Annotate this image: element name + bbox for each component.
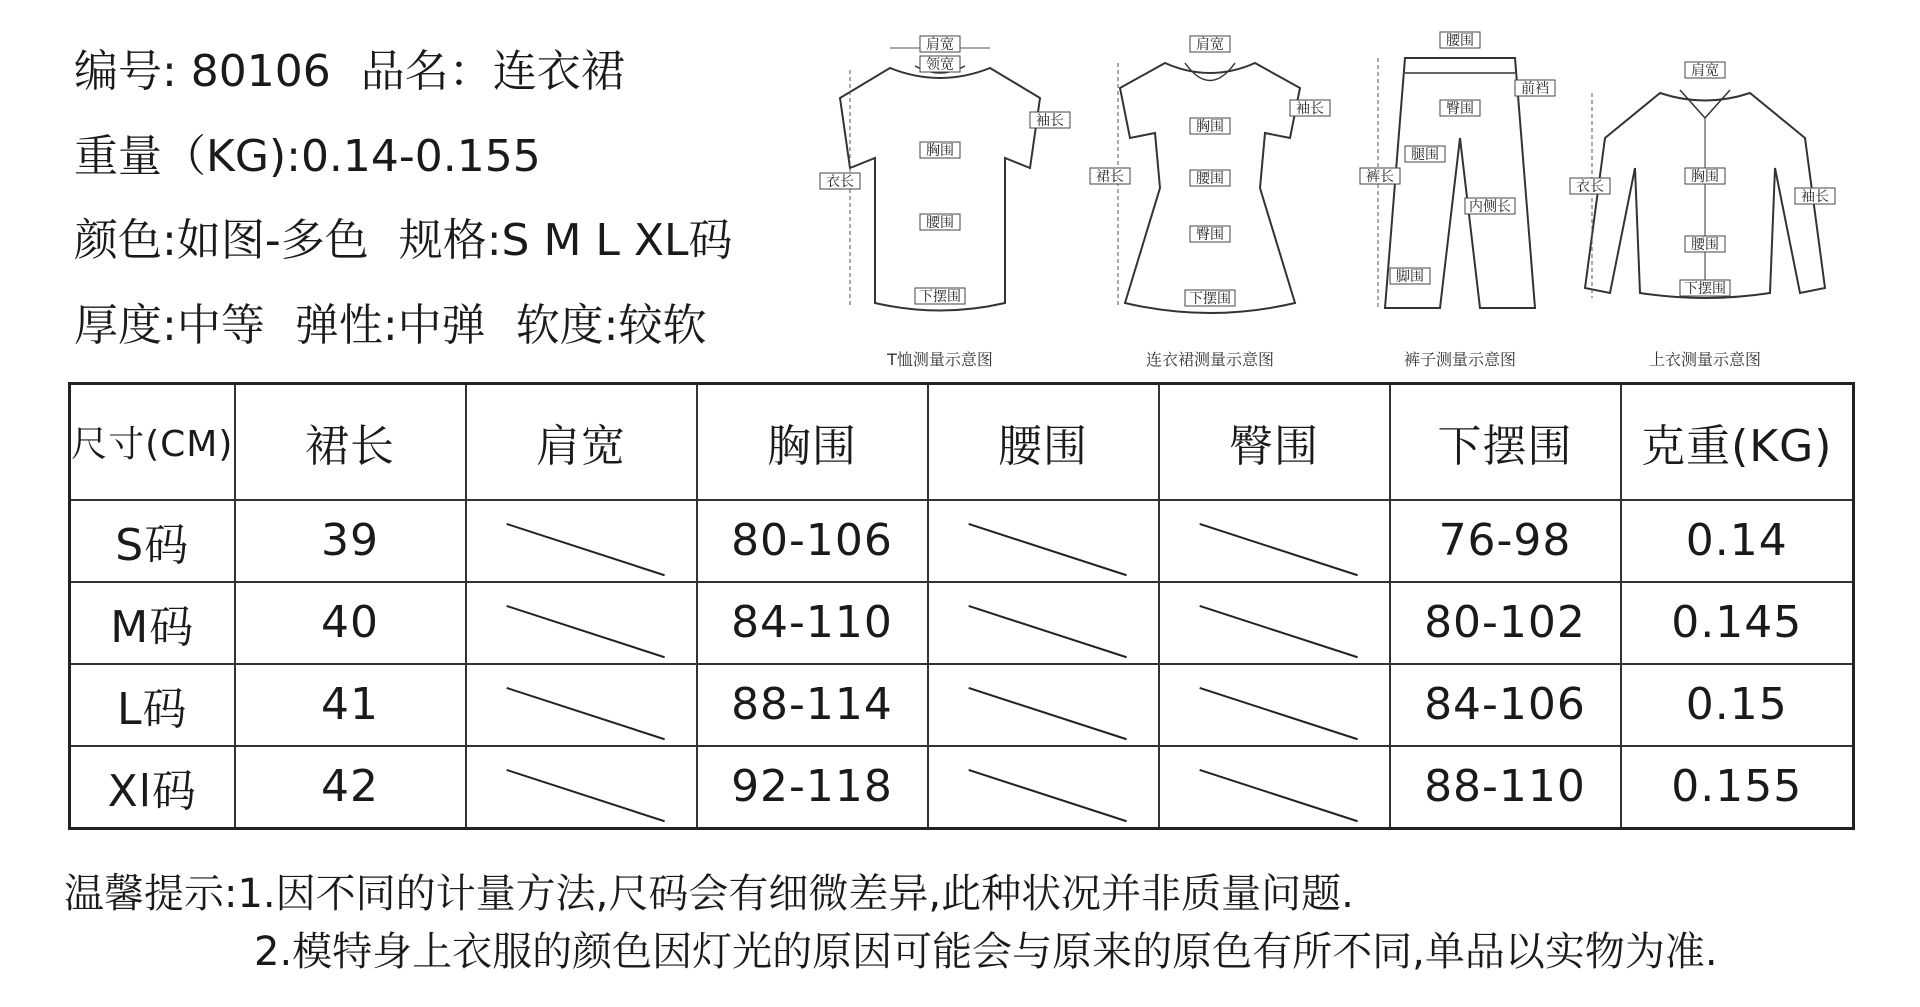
pants-diagram xyxy=(1360,18,1560,370)
svg-text:袖长: 袖长 xyxy=(1296,101,1324,117)
cell-hem: 84-106 xyxy=(1390,664,1621,746)
svg-text:裤长: 裤长 xyxy=(1366,169,1394,185)
tag-sleeve-length xyxy=(1030,112,1070,129)
empty-slash xyxy=(506,769,664,822)
product-softness: 软度:较软 xyxy=(515,300,707,351)
cell-hip-empty xyxy=(1159,582,1390,664)
tag-thigh xyxy=(1405,146,1445,163)
empty-slash xyxy=(1199,523,1357,576)
tag-waist xyxy=(920,214,960,231)
table-row xyxy=(70,746,1854,829)
cell-hip-empty xyxy=(1159,664,1390,746)
cell-shoulder-empty xyxy=(466,582,697,664)
svg-text:腰围: 腰围 xyxy=(1691,237,1719,253)
svg-text:袖长: 袖长 xyxy=(1801,189,1829,205)
empty-slash xyxy=(506,523,664,576)
svg-text:内侧长: 内侧长 xyxy=(1469,199,1511,215)
cell-weight: 0.145 xyxy=(1621,582,1854,664)
shirt-diagram xyxy=(1570,18,1840,370)
tshirt-caption: T恤测量示意图 xyxy=(887,350,993,369)
shirt-illustration xyxy=(1570,18,1840,338)
tag-sleeve-length xyxy=(1795,188,1835,205)
tag-chest xyxy=(1190,118,1230,135)
tag-shoulder-width xyxy=(1685,62,1725,79)
svg-text:肩宽: 肩宽 xyxy=(926,37,954,53)
tag-chest xyxy=(1685,168,1725,185)
header-chest: 胸围 xyxy=(697,384,928,500)
tag-shoulder-width xyxy=(920,36,960,53)
svg-text:前裆: 前裆 xyxy=(1521,81,1549,97)
tag-body-length xyxy=(1570,178,1610,195)
header-weight: 克重(KG) xyxy=(1621,384,1854,500)
empty-slash xyxy=(968,769,1126,822)
svg-text:衣长: 衣长 xyxy=(826,174,854,190)
cell-size: S码 xyxy=(70,500,235,582)
cell-length: 42 xyxy=(235,746,466,829)
cell-size: Xl码 xyxy=(70,746,235,829)
tag-sleeve-length xyxy=(1290,100,1330,117)
tag-chest xyxy=(920,142,960,159)
cell-size: L码 xyxy=(70,664,235,746)
empty-slash xyxy=(1199,605,1357,658)
header-waist: 腰围 xyxy=(928,384,1159,500)
product-elasticity: 弹性:中弹 xyxy=(294,300,486,351)
svg-text:腰围: 腰围 xyxy=(1446,33,1474,49)
info-line-weight xyxy=(74,131,571,183)
svg-text:胸围: 胸围 xyxy=(1691,169,1719,185)
tshirt-diagram xyxy=(820,18,1064,370)
table-row xyxy=(70,582,1854,664)
info-line-color xyxy=(74,215,763,267)
product-weight: 重量（KG):0.14-0.155 xyxy=(74,131,541,182)
empty-slash xyxy=(506,687,664,740)
empty-slash xyxy=(506,605,664,658)
cell-hem: 76-98 xyxy=(1390,500,1621,582)
cell-hip-empty xyxy=(1159,500,1390,582)
svg-text:胸围: 胸围 xyxy=(926,143,954,159)
cell-length: 41 xyxy=(235,664,466,746)
svg-text:臀围: 臀围 xyxy=(1196,227,1224,243)
svg-text:领宽: 领宽 xyxy=(926,57,954,73)
cell-waist-empty xyxy=(928,500,1159,582)
table-header-row xyxy=(70,384,1854,500)
empty-slash xyxy=(1199,769,1357,822)
svg-text:胸围: 胸围 xyxy=(1196,119,1224,135)
cell-waist-empty xyxy=(928,582,1159,664)
svg-text:裙长: 裙长 xyxy=(1096,169,1124,185)
product-name: 品名：连衣裙 xyxy=(360,46,625,97)
tag-shoulder-width xyxy=(1190,36,1230,53)
cell-size: M码 xyxy=(70,582,235,664)
shirt-caption: 上衣测量示意图 xyxy=(1648,350,1761,369)
tag-hip xyxy=(1190,226,1230,243)
empty-slash xyxy=(968,687,1126,740)
cell-waist-empty xyxy=(928,664,1159,746)
tag-hem xyxy=(1185,290,1235,307)
header-hem: 下摆围 xyxy=(1390,384,1621,500)
header-shoulder: 肩宽 xyxy=(466,384,697,500)
svg-text:脚围: 脚围 xyxy=(1396,269,1424,285)
cell-chest: 80-106 xyxy=(697,500,928,582)
header-size: 尺寸(CM) xyxy=(70,384,235,500)
dress-caption: 连衣裙测量示意图 xyxy=(1145,350,1274,369)
tag-waist xyxy=(1440,32,1480,49)
svg-text:袖长: 袖长 xyxy=(1036,113,1064,129)
empty-slash xyxy=(1199,687,1357,740)
note-line-1: 温馨提示:1.因不同的计量方法,尺码会有细微差异,此种状况并非质量问题. xyxy=(64,871,1354,917)
tag-neck-width xyxy=(920,56,960,73)
tag-hem xyxy=(915,288,965,305)
tag-dress-length xyxy=(1090,168,1130,185)
tag-waist xyxy=(1190,170,1230,187)
cell-weight: 0.155 xyxy=(1621,746,1854,829)
product-spec: 规格:S M L XL码 xyxy=(398,215,733,266)
cell-weight: 0.14 xyxy=(1621,500,1854,582)
cell-chest: 92-118 xyxy=(697,746,928,829)
empty-slash xyxy=(968,523,1126,576)
tag-waist xyxy=(1685,236,1725,253)
tag-body-length xyxy=(820,173,860,190)
pants-illustration xyxy=(1360,18,1560,338)
tag-hem xyxy=(1680,280,1730,297)
cell-waist-empty xyxy=(928,746,1159,829)
cell-length: 40 xyxy=(235,582,466,664)
dress-illustration xyxy=(1090,18,1330,338)
svg-text:肩宽: 肩宽 xyxy=(1691,63,1719,79)
header-hip: 臀围 xyxy=(1159,384,1390,500)
product-code: 编号: 80106 xyxy=(74,46,331,97)
empty-slash xyxy=(968,605,1126,658)
svg-text:下摆围: 下摆围 xyxy=(1189,291,1231,307)
svg-text:腰围: 腰围 xyxy=(1196,171,1224,187)
note-line-2: 2.模特身上衣服的颜色因灯光的原因可能会与原来的原色有所不同,单品以实物为准. xyxy=(254,929,1718,975)
product-color: 颜色:如图-多色 xyxy=(74,215,369,266)
tag-pants-length xyxy=(1360,168,1400,185)
table-row xyxy=(70,500,1854,582)
svg-text:肩宽: 肩宽 xyxy=(1196,37,1224,53)
tag-leg-opening xyxy=(1390,268,1430,285)
table-row xyxy=(70,664,1854,746)
tshirt-illustration xyxy=(820,18,1064,338)
cell-weight: 0.15 xyxy=(1621,664,1854,746)
tag-front-rise xyxy=(1515,80,1555,97)
size-table xyxy=(68,382,1855,830)
svg-text:腿围: 腿围 xyxy=(1411,147,1439,163)
svg-text:衣长: 衣长 xyxy=(1576,179,1604,195)
cell-shoulder-empty xyxy=(466,500,697,582)
cell-length: 39 xyxy=(235,500,466,582)
tag-hip xyxy=(1440,100,1480,117)
cell-chest: 88-114 xyxy=(697,664,928,746)
cell-shoulder-empty xyxy=(466,746,697,829)
cell-chest: 84-110 xyxy=(697,582,928,664)
info-line-code xyxy=(74,46,655,98)
tag-inseam xyxy=(1465,198,1515,215)
header-dress-length: 裙长 xyxy=(235,384,466,500)
svg-text:下摆围: 下摆围 xyxy=(919,289,961,305)
cell-hem: 88-110 xyxy=(1390,746,1621,829)
info-line-fabric xyxy=(74,300,736,352)
pants-caption: 裤子测量示意图 xyxy=(1403,350,1516,369)
svg-text:腰围: 腰围 xyxy=(926,215,954,231)
cell-shoulder-empty xyxy=(466,664,697,746)
dress-diagram xyxy=(1090,18,1330,370)
svg-text:下摆围: 下摆围 xyxy=(1684,281,1726,297)
cell-hem: 80-102 xyxy=(1390,582,1621,664)
svg-text:臀围: 臀围 xyxy=(1446,101,1474,117)
product-thickness: 厚度:中等 xyxy=(74,300,265,351)
cell-hip-empty xyxy=(1159,746,1390,829)
